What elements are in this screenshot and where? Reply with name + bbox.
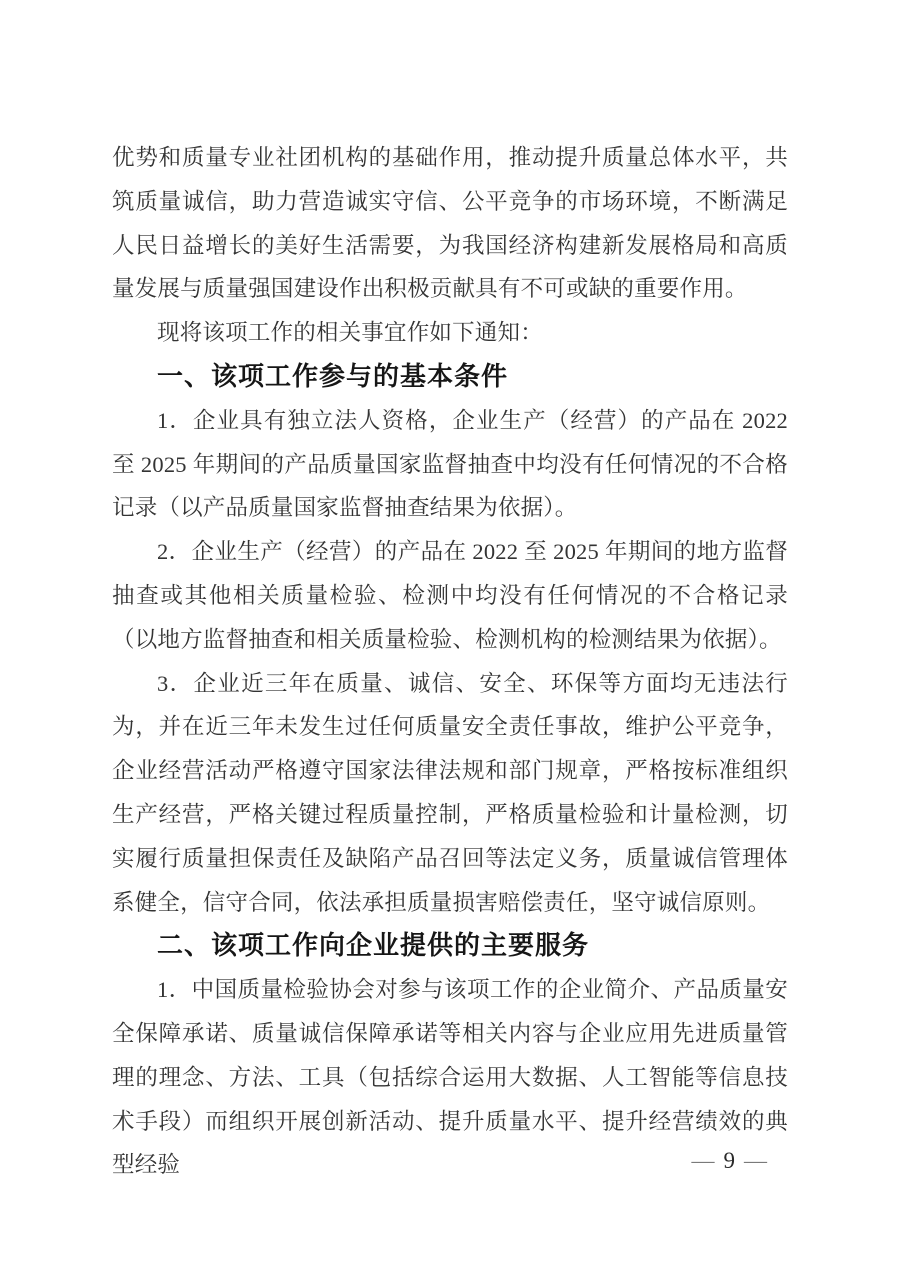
paragraph-intro-continuation: 优势和质量专业社团机构的基础作用，推动提升质量总体水平，共筑质量诚信，助力营造诚实守信、公平竞争的市场环境，不断满足人民日益增长的美好生活需要，为我国经济构建新发展格局和高质量发展与质量强国建设作出积极贡献具有不可或缺的重要作用。 xyxy=(112,145,788,302)
paragraph-notice-lead: 现将该项工作的相关事宜作如下通知： xyxy=(157,320,543,346)
page-footer xyxy=(692,1146,768,1176)
page-number: 9 xyxy=(723,1148,735,1173)
section-1-item-3: 3．企业近三年在质量、诚信、安全、环保等方面均无违法行为，并在近三年未发生过任何质量安全责任事故，维护公平竞争，企业经营活动严格遵守国家法律法规和部门规章，严格按标准组织生产经营，严格关键过程质量控制，严格质量检验和计量检测，切实履行质量担保责任及缺陷产品召回等法定义务，质量诚信管理体系健全，信守合同，依法承担质量损害赔偿责任，坚守诚信原则。 xyxy=(112,670,788,915)
section-2-item-1: 1．中国质量检验协会对参与该项工作的企业简介、产品质量安全保障承诺、质量诚信保障承诺等相关内容与企业应用先进质量管理的理念、方法、工具（包括综合运用大数据、人工智能等信息技术手段）而组织开展创新活动、提升质量水平、提升经营绩效的典型经验 xyxy=(112,977,788,1178)
section-2-heading: 二、该项工作向企业提供的主要服务 xyxy=(157,930,590,961)
footer-dash-left: — xyxy=(691,1148,715,1173)
footer-dash-right: — xyxy=(744,1148,767,1173)
document-body xyxy=(112,136,788,1187)
section-1-item-2: 2．企业生产（经营）的产品在 2022 至 2025 年期间的地方监督抽查或其他相关质量检验、检测中均没有任何情况的不合格记录（以地方监督抽查和相关质量检验、检测机构的检测结果为依据）。 xyxy=(112,539,788,652)
section-1-item-1: 1．企业具有独立法人资格，企业生产（经营）的产品在 2022 至 2025 年期间的产品质量国家监督抽查中均没有任何情况的不合格记录（以产品质量国家监督抽查结果为依据）。 xyxy=(112,407,788,521)
section-1-heading: 一、该项工作参与的基本条件 xyxy=(157,360,509,391)
